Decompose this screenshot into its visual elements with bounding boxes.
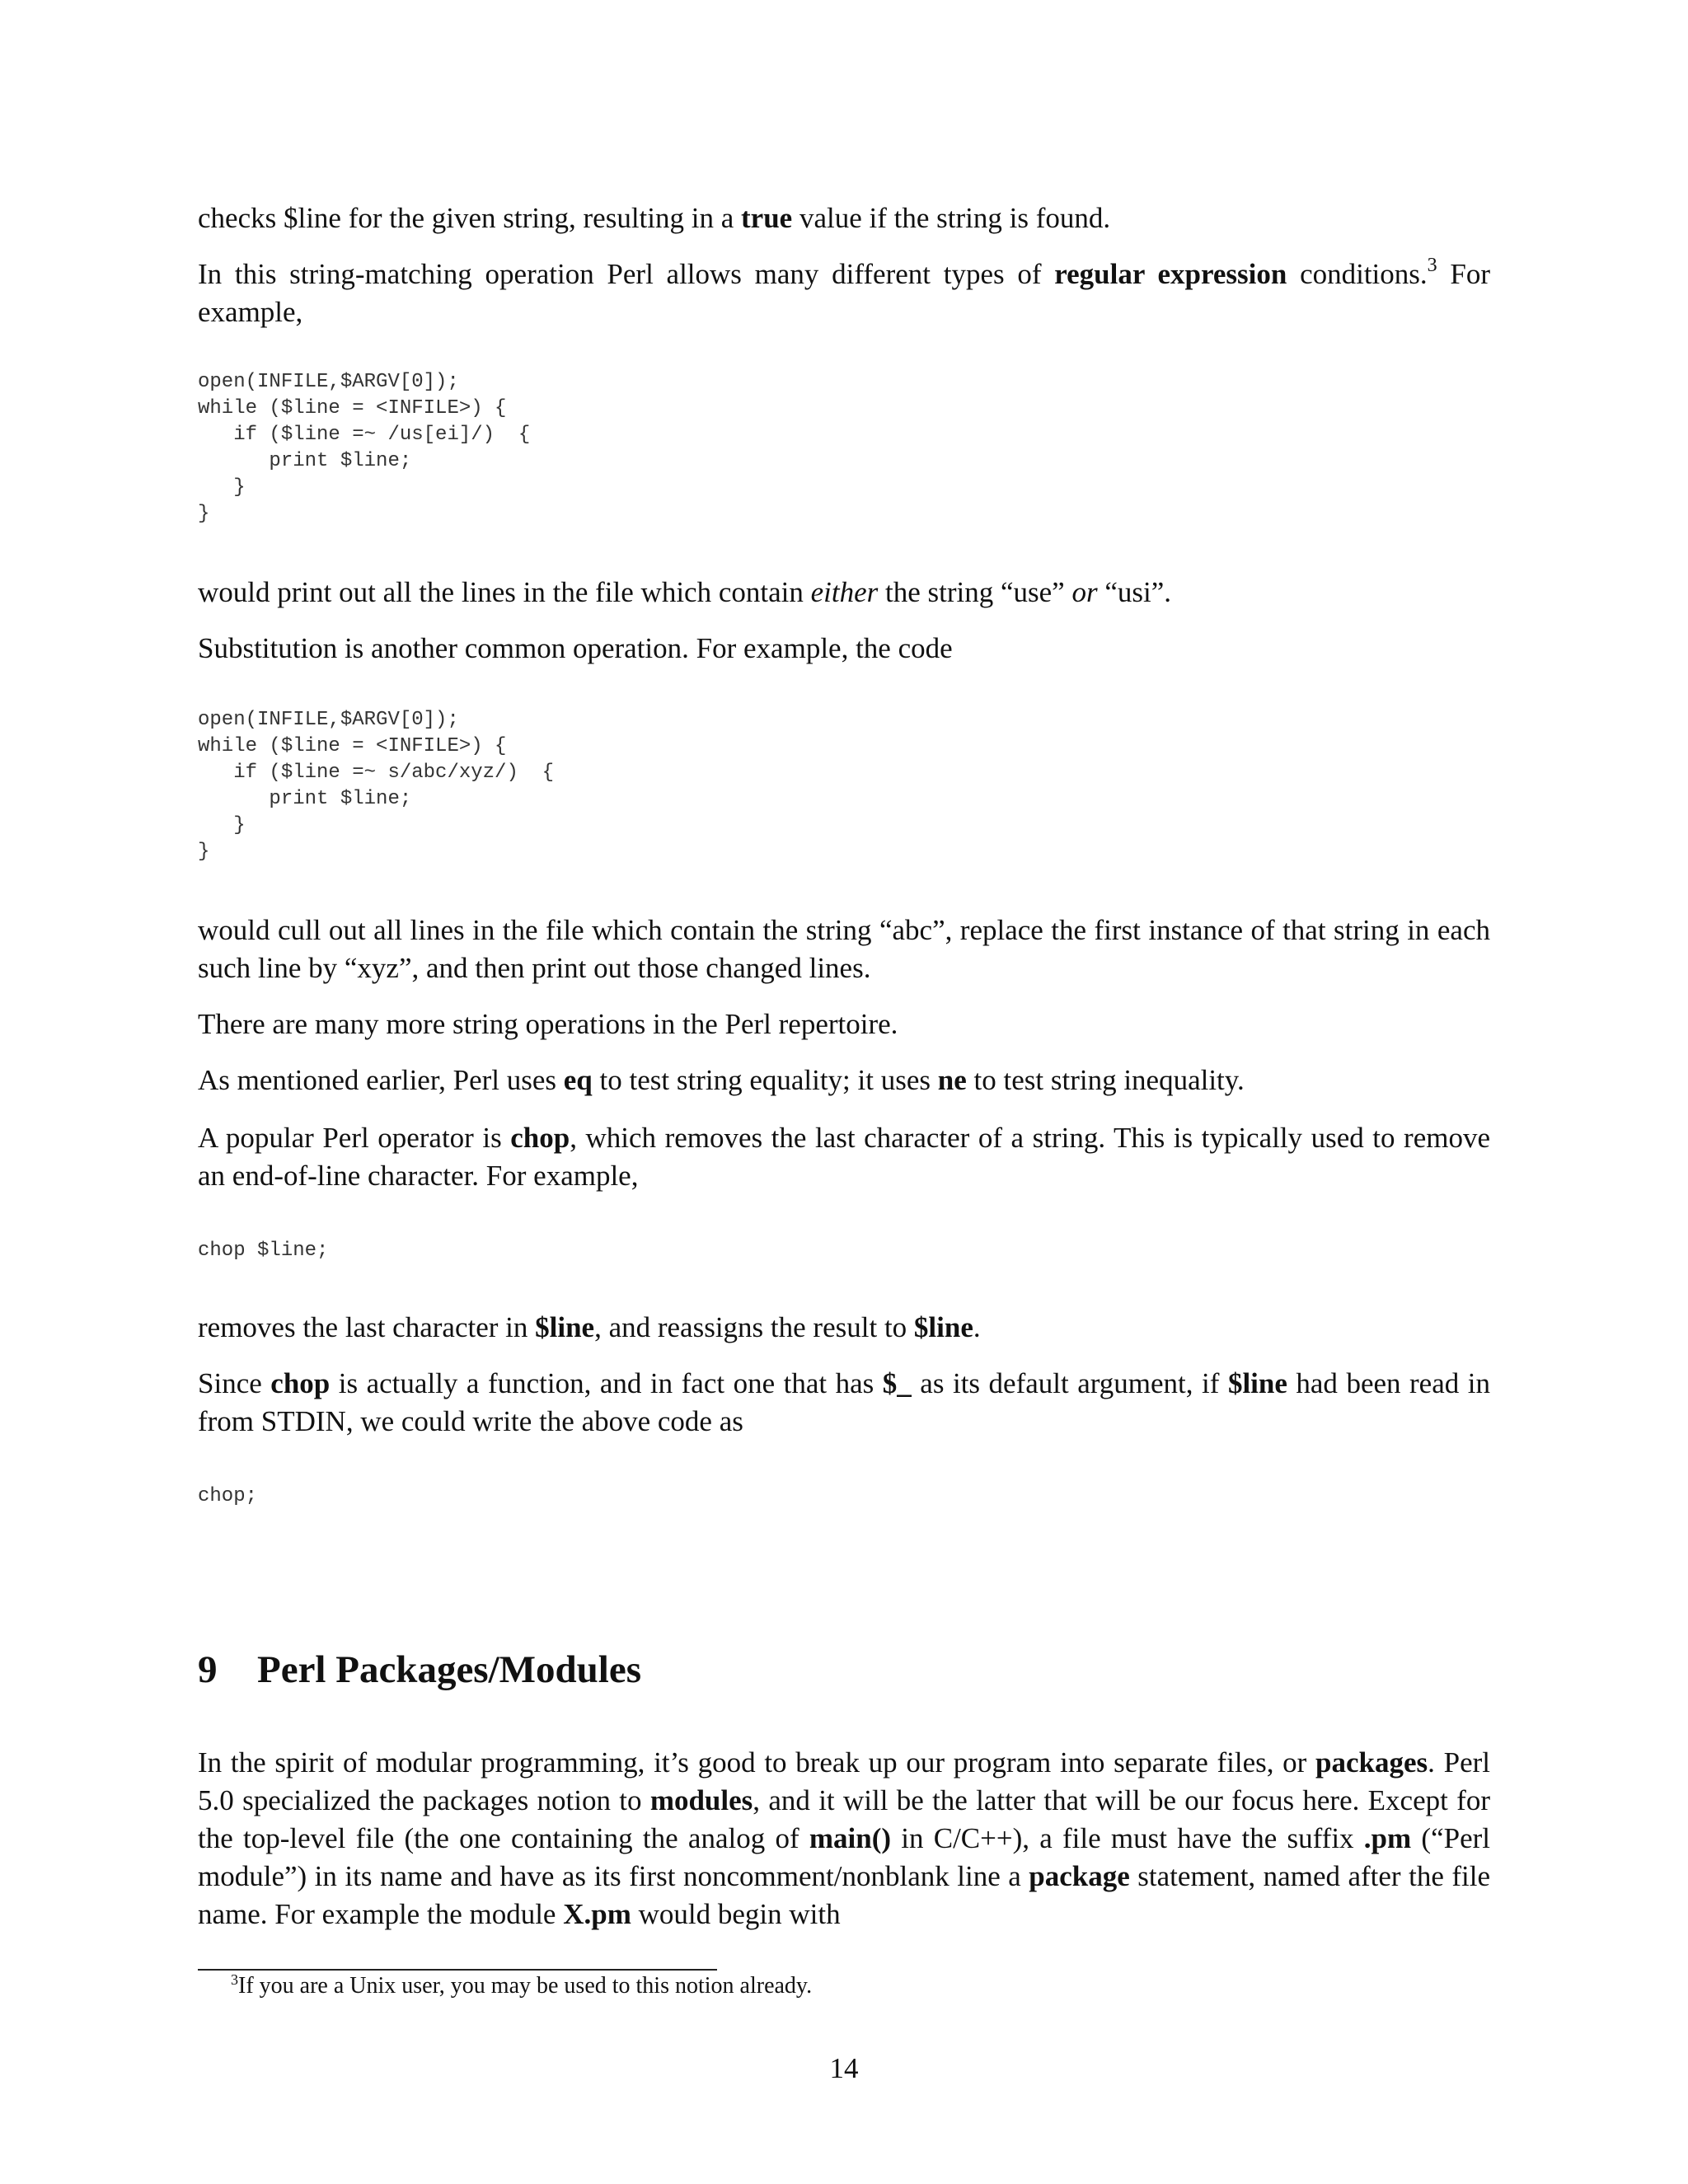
text: For example,: [198, 258, 1491, 328]
paragraph-cull: [198, 912, 1490, 987]
paragraph-substitution: [198, 630, 1490, 668]
text: In the spirit of modular programming, it’s good to break up our program into separate files, or: [198, 1746, 1316, 1779]
text: checks $line for the given string, resulting in a: [198, 202, 742, 234]
text: removes the last character in: [198, 1311, 536, 1343]
text: .: [973, 1311, 981, 1343]
section-heading: [198, 1645, 1490, 1694]
paragraph-regex-intro: [198, 255, 1490, 331]
code-listing: chop $line;: [198, 1240, 329, 1262]
italic-term: either: [810, 576, 879, 608]
code-block-chop-line: [198, 1238, 1490, 1264]
text: the string “use”: [878, 576, 1072, 608]
text: had been read in from STDIN, we could write the above code as: [198, 1367, 1490, 1437]
text: would print out all the lines in the file which contain: [198, 576, 811, 608]
paragraph-true-value: [198, 199, 1490, 237]
bold-term: $line: [1227, 1367, 1287, 1399]
bold-term: chop: [270, 1367, 331, 1399]
text: Since: [198, 1367, 271, 1399]
footnote-marker: 3: [1427, 255, 1437, 276]
text: A popular Perl operator is: [198, 1122, 511, 1154]
code-listing: open(INFILE,$ARGV[0]); while ($line = <INFILE>) { if ($line =~ /us[ei]/) { print $line; } }: [198, 371, 531, 525]
code-listing: open(INFILE,$ARGV[0]); while ($line = <INFILE>) { if ($line =~ s/abc/xyz/) { print $line; } }: [198, 709, 555, 863]
bold-term: true: [741, 202, 793, 234]
code-block-substitution: [198, 707, 1490, 865]
bold-term: package: [1029, 1860, 1130, 1892]
page-number: 14: [829, 2052, 859, 2084]
bold-term: $line: [913, 1311, 973, 1343]
bold-term: eq: [563, 1064, 593, 1096]
bold-term: packages: [1315, 1746, 1428, 1779]
bold-term: regular expression: [1054, 258, 1287, 290]
bold-term: .pm: [1363, 1822, 1412, 1854]
text: in C/C++), a file must have the suffix: [891, 1822, 1364, 1854]
text: to test string inequality.: [966, 1064, 1245, 1096]
bold-term: X.pm: [563, 1898, 631, 1930]
footnote-text: If you are a Unix user, you may be used to this notion already.: [238, 1973, 813, 1999]
text: value if the string is found.: [792, 202, 1111, 234]
text: In this string-matching operation Perl allows many different types of: [198, 258, 1055, 290]
bold-term: ne: [937, 1064, 967, 1096]
paragraph-chop: [198, 1119, 1490, 1195]
bold-term: $_: [882, 1367, 912, 1399]
footnote-marker: 3: [231, 1971, 238, 1988]
text: as its default argument, if: [911, 1367, 1228, 1399]
text: , and it will be the latter that will be our focus here. Except for the top-level file (the one containing the analog of: [198, 1784, 1490, 1854]
text: Substitution is another common operation. For example, the code: [198, 632, 953, 664]
bold-term: main(): [809, 1822, 892, 1854]
text: (“Perl module”) in its name and have as its first noncomment/nonblank line a: [198, 1822, 1490, 1892]
paragraph-either-or: [198, 574, 1490, 612]
section-title: Perl Packages/Modules: [257, 1648, 642, 1691]
bold-term: chop: [510, 1122, 570, 1154]
bold-term: $line: [535, 1311, 595, 1343]
code-block-chop: [198, 1483, 1490, 1510]
paragraph-chop-result: [198, 1309, 1490, 1347]
text: to test string equality; it uses: [592, 1064, 938, 1096]
paragraph-modules: [198, 1744, 1490, 1933]
text: . Perl 5.0 specialized the packages notion to: [198, 1746, 1491, 1816]
text: statement, named after the file name. For example the module: [198, 1860, 1490, 1930]
bold-term: modules: [649, 1784, 753, 1816]
text: is actually a function, and in fact one that has: [330, 1367, 883, 1399]
paragraph-eq-ne: [198, 1062, 1490, 1099]
code-block-regex: [198, 369, 1490, 527]
text: conditions.: [1287, 258, 1428, 290]
text: , and reassigns the result to: [594, 1311, 914, 1343]
code-listing: chop;: [198, 1485, 258, 1507]
paragraph-repertoire: [198, 1005, 1490, 1043]
italic-term: or: [1071, 576, 1098, 608]
text: As mentioned earlier, Perl uses: [198, 1064, 564, 1096]
text: “usi”.: [1097, 576, 1172, 608]
text: There are many more string operations in the Perl repertoire.: [198, 1008, 898, 1040]
text: would begin with: [631, 1898, 841, 1930]
footnote: [231, 1970, 812, 2003]
text: would cull out all lines in the file which contain the string “abc”, replace the first instance of that string in each such line by “xyz”, and then print out those changed lines.: [198, 914, 1490, 984]
paragraph-chop-function: [198, 1365, 1490, 1441]
text: , which removes the last character of a string. This is typically used to remove an end-of-line character. For example,: [198, 1122, 1490, 1192]
section-number: 9: [198, 1648, 218, 1691]
